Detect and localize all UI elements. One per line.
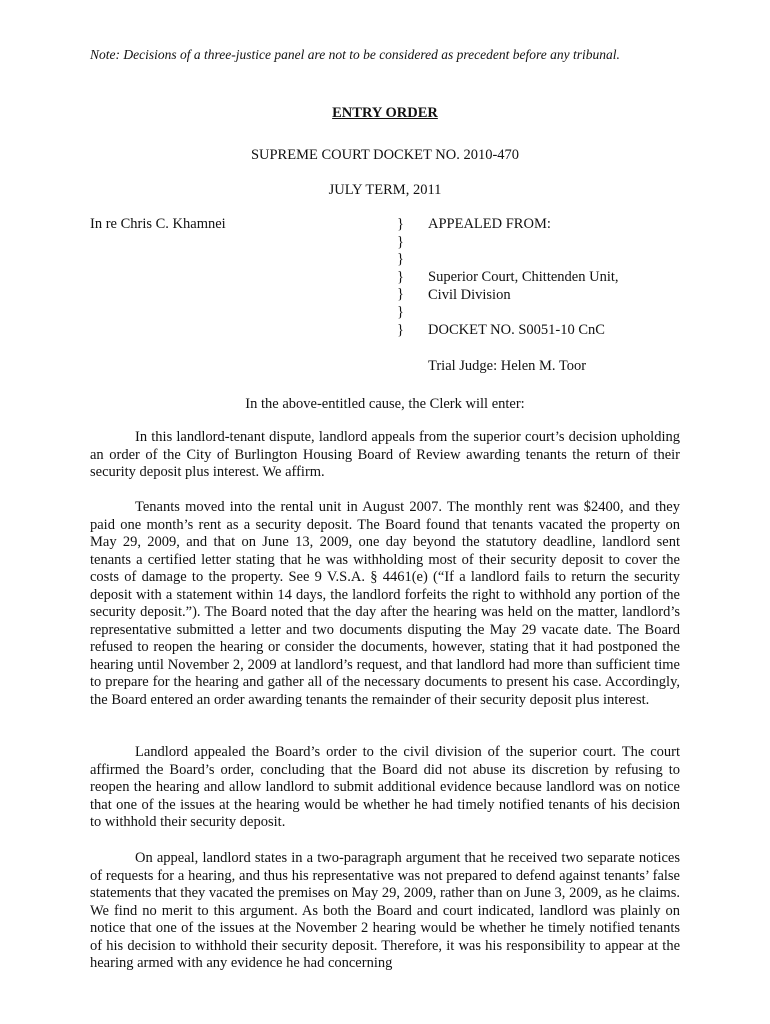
- supreme-court-docket: SUPREME COURT DOCKET NO. 2010-470: [250, 147, 520, 163]
- precedent-note: Note: Decisions of a three-justice panel are not to be considered as precedent before any tribunal.: [90, 47, 620, 62]
- lower-court-docket: DOCKET NO. S0051-10 CnC: [428, 322, 605, 338]
- paragraph-1: In this landlord-tenant dispute, landlord appeals from the superior court’s decision upholding an order of the City of Burlington Housing Board of Review awarding tenants the return of their security deposit plus interest. We affirm.: [90, 429, 680, 481]
- court-line-1: Superior Court, Chittenden Unit,: [428, 269, 619, 285]
- caption-bracket: }: [397, 321, 404, 338]
- clerk-entry-line: In the above-entitled cause, the Clerk will enter:: [245, 396, 525, 412]
- caption-bracket: }: [397, 303, 404, 320]
- term-line: JULY TERM, 2011: [328, 182, 442, 198]
- caption-bracket: }: [397, 251, 404, 268]
- caption-bracket: }: [397, 216, 404, 232]
- court-line-2: Civil Division: [428, 287, 511, 303]
- caption-bracket: }: [397, 268, 404, 285]
- caption-bracket: }: [397, 233, 404, 250]
- paragraph-4: On appeal, landlord states in a two-paragraph argument that he received two separate notices of requests for a hearing, and thus his representative was not prepared to defend against tenants’ false statements that they vacated the premises on May 29, 2009, rather than on June 3, 2009, as he claims. We find no merit to this argument. As both the Board and court indicated, landlord was plainly on notice that one of the issues at the November 2 hearing would be whether he timely notified tenants of his decision to withhold their security deposit. Therefore, it was his responsibility to appear at the hearing armed with any evidence he had concerning: [90, 850, 680, 972]
- trial-judge: Trial Judge: Helen M. Toor: [428, 358, 587, 374]
- appealed-from-label: APPEALED FROM:: [428, 216, 551, 232]
- document-title: ENTRY ORDER: [332, 105, 438, 121]
- paragraph-2: Tenants moved into the rental unit in August 2007. The monthly rent was $2400, and they paid one month’s rent as a security deposit. The Board found that tenants vacated the property on May 29, 2009, and that on June 13, 2009, one day beyond the statutory deadline, landlord sent tenants a certified letter stating that he was withholding most of their security deposit to cover the costs of damage to the property. See 9 V.S.A. § 4461(e) (“If a landlord fails to return the security deposit with a statement within 14 days, the landlord forfeits the right to withhold any portion of the security deposit.”). The Board noted that the day after the hearing was held on the matter, landlord’s representative submitted a letter and two documents disputing the May 29 vacate date. The Board refused to reopen the hearing or consider the documents, however, stating that it had postponed the hearing until November 2, 2009 at landlord’s request, and that landlord had more than sufficient time to prepare for the hearing and gather all of the necessary documents to present his case. Accordingly, the Board entered an order awarding tenants the remainder of their security deposit plus interest.: [90, 499, 680, 709]
- caption-brackets: [397, 216, 404, 339]
- paragraph-3: Landlord appealed the Board’s order to the civil division of the superior court. The court affirmed the Board’s order, concluding that the Board did not abuse its discretion by refusing to reopen the hearing and allow landlord to submit additional evidence because landlord was on notice that one of the issues at the hearing would be whether he had timely notified tenants of his decision to withhold their security deposit.: [90, 744, 680, 831]
- party-name: In re Chris C. Khamnei: [90, 216, 226, 232]
- caption-bracket: }: [397, 286, 404, 303]
